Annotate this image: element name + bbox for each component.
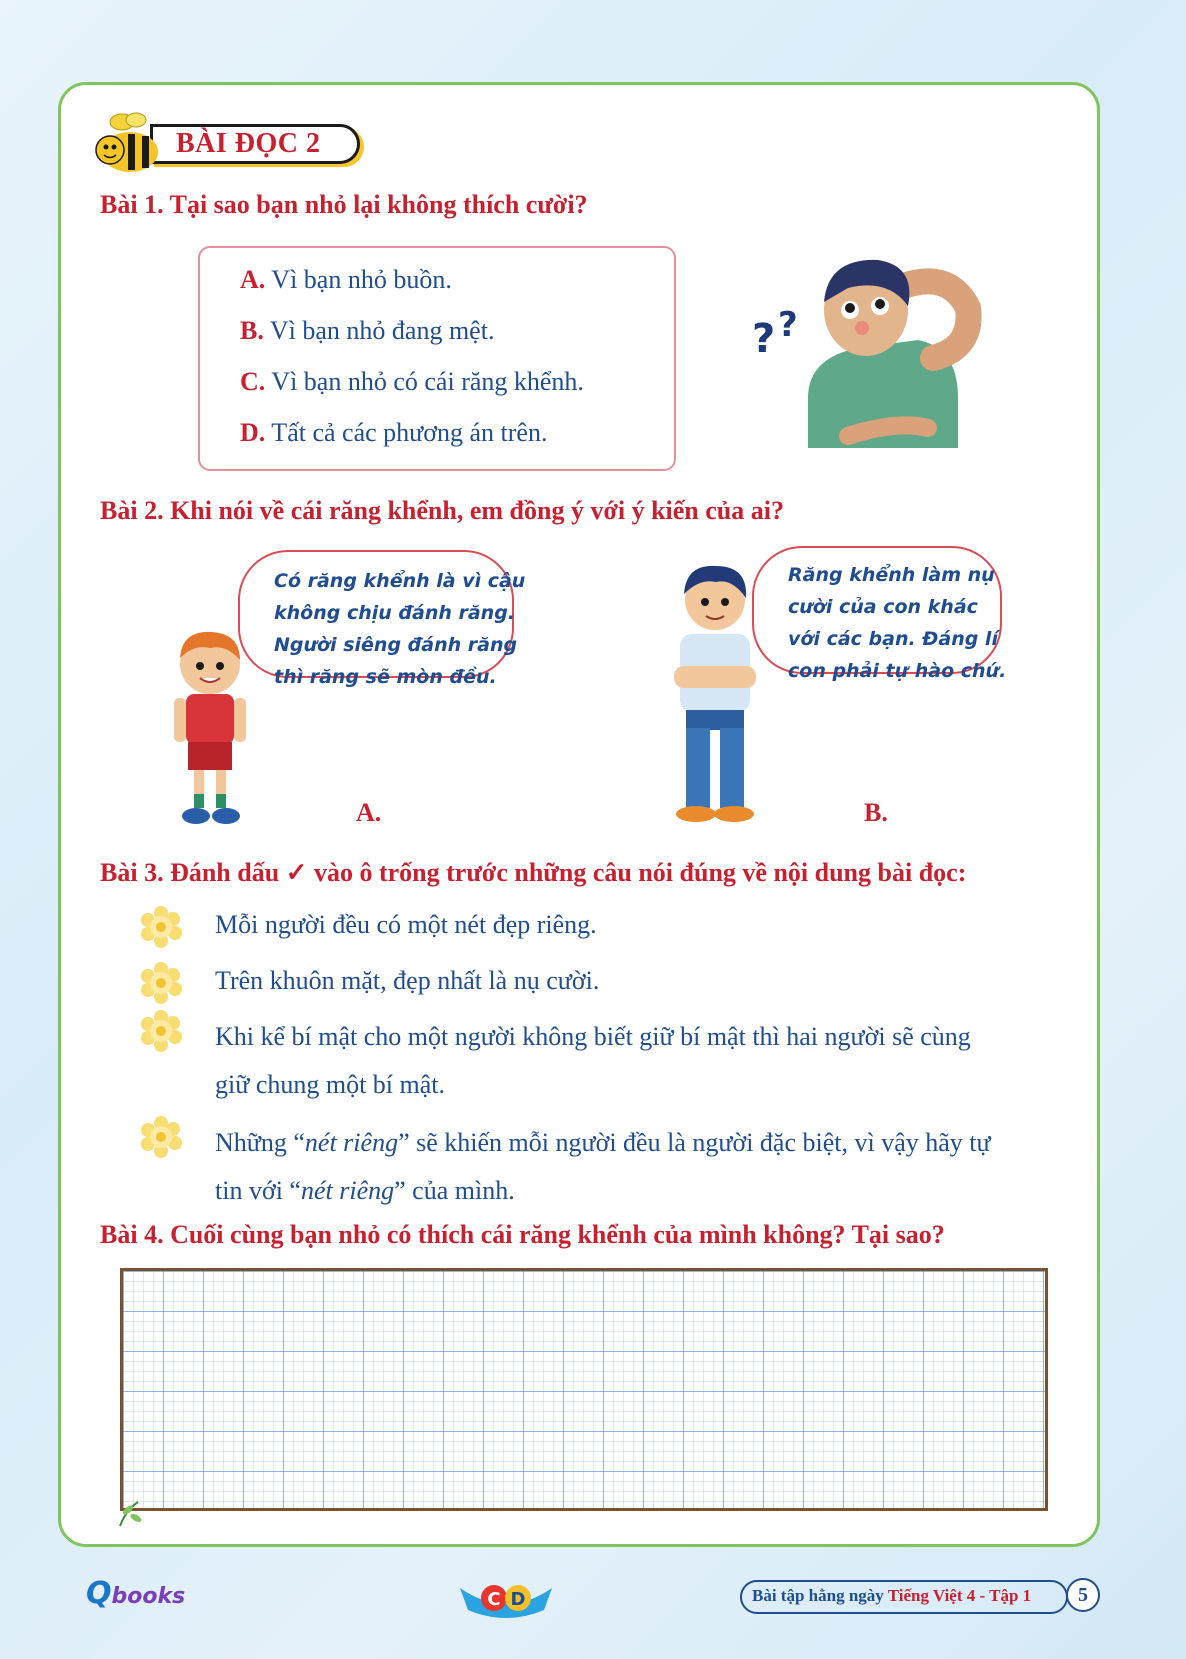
qbooks-logo: Qbooks [86,1576,186,1611]
footer-book-title: Bài tập hằng ngày Tiếng Việt 4 - Tập 1 [752,1586,1032,1605]
bubble-b-line: con phải tự hào chứ. [788,660,1007,682]
answer-writing-grid[interactable] [120,1268,1048,1511]
bubble-a-line: thì răng sẽ mòn đều. [274,666,497,688]
statement-4-line-2: tin với “nét riêng” của mình. [215,1176,515,1205]
bai1-option-d[interactable]: D. Tất cả các phương án trên. [240,418,548,447]
bai3-heading: Bài 3. Đánh dấu ✓ vào ô trống trước những câu nói đúng về nội dung bài đọc: [100,858,967,887]
bubble-b-line: cười của con khác [788,596,978,618]
statement-4-line-1: Những “nét riêng” sẽ khiến mỗi người đều là người đặc biệt, vì vậy hãy tự [215,1128,991,1157]
statement-3-line-2: giữ chung một bí mật. [215,1070,446,1099]
bai1-heading: Bài 1. Tại sao bạn nhỏ lại không thích cười? [100,190,588,219]
bai1-option-a[interactable]: A. Vì bạn nhỏ buồn. [240,265,452,294]
page-number: 5 [1066,1578,1100,1612]
statement-1: Mỗi người đều có một nét đẹp riêng. [215,910,597,939]
bubble-a-line: Người siêng đánh răng [274,634,518,656]
checkbox-flower-icon[interactable] [140,1116,182,1158]
bai1-option-b[interactable]: B. Vì bạn nhỏ đang mệt. [240,316,495,345]
section-title: BÀI ĐỌC 2 [176,128,321,159]
checkbox-flower-icon[interactable] [140,906,182,948]
cd-logo-icon [458,1580,554,1620]
bubble-a-line: không chịu đánh răng. [274,602,516,624]
bubble-b-line: Răng khểnh làm nụ [788,564,995,586]
cd-logo-letter-d: D [510,1589,526,1610]
bee-icon [92,112,162,174]
choice-b-label[interactable]: B. [864,798,888,827]
bubble-a-line: Có răng khểnh là vì cậu [274,570,526,592]
statement-3-line-1: Khi kể bí mật cho một người không biết giữ bí mật thì hai người sẽ cùng [215,1022,971,1051]
section-header [92,112,372,174]
leaf-doodle-icon [112,1490,152,1530]
boy-a-illustration [160,628,260,828]
svg-text:?: ? [752,316,776,362]
bai2-heading: Bài 2. Khi nói về cái răng khểnh, em đồng ý với ý kiến của ai? [100,496,784,525]
man-b-illustration [660,556,770,826]
bai4-heading: Bài 4. Cuối cùng bạn nhỏ có thích cái răng khểnh của mình không? Tại sao? [100,1220,945,1249]
bubble-b-line: với các bạn. Đáng lí [788,628,998,650]
svg-text:?: ? [778,305,798,345]
statement-2: Trên khuôn mặt, đẹp nhất là nụ cười. [215,966,600,995]
bai1-option-c[interactable]: C. Vì bạn nhỏ có cái răng khểnh. [240,367,584,396]
choice-a-label[interactable]: A. [356,798,382,827]
cd-logo-letter-c: C [487,1589,501,1610]
thinking-boy-illustration [748,248,988,458]
checkbox-flower-icon[interactable] [140,1010,182,1052]
checkbox-flower-icon[interactable] [140,962,182,1004]
